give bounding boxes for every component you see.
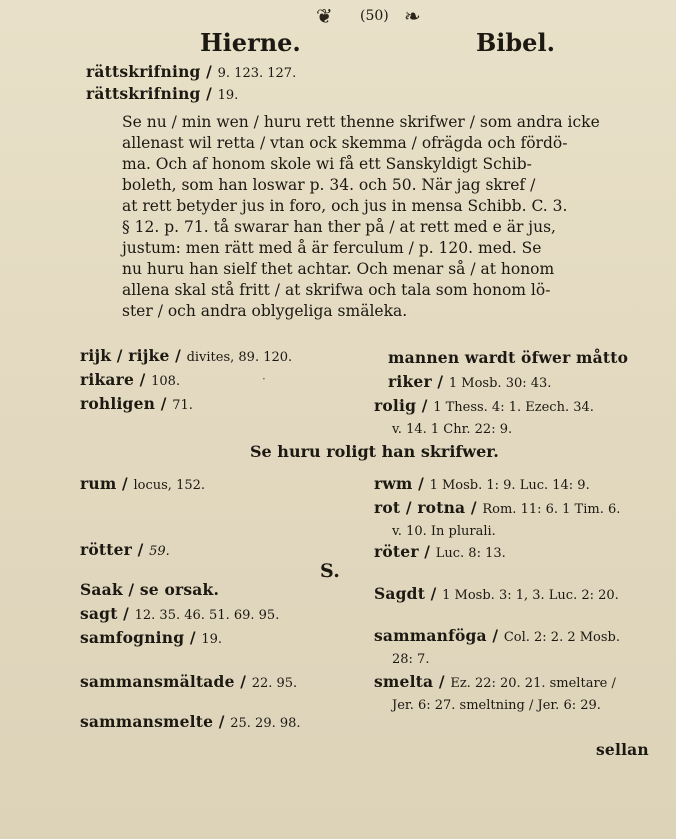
entry-right: sammanföga / Col. 2: 2. 2 Mosb. xyxy=(374,626,621,645)
ink-spot: · xyxy=(262,372,266,386)
paragraph-line: justum: men rätt med å är ferculum / p. 120. med. Se xyxy=(122,239,542,257)
entry-right: 28: 7. xyxy=(392,652,430,667)
entry-left: sagt / 12. 35. 46. 51. 69. 95. xyxy=(80,604,280,623)
paragraph-line: boleth, som han loswar p. 34. och 50. När jag skref / xyxy=(122,176,536,194)
entry-left: rikare / 108. xyxy=(80,370,181,389)
entry-right: rwm / 1 Mosb. 1: 9. Luc. 14: 9. xyxy=(374,474,590,493)
entry-right: v. 14. 1 Chr. 22: 9. xyxy=(392,422,513,437)
entry-left: rötter / 59. xyxy=(80,540,170,559)
entry-left: rijk / rijke / divites, 89. 120. xyxy=(80,346,293,365)
paragraph-line: allena skal stå fritt / at skrifwa och tala som honom lö- xyxy=(122,281,551,299)
entry-right: Sagdt / 1 Mosb. 3: 1, 3. Luc. 2: 20. xyxy=(374,584,619,603)
entry-left: Saak / se orsak. xyxy=(80,580,220,599)
paragraph-line: ster / och andra oblygeliga smäleka. xyxy=(122,302,408,320)
ornament-left: ❦ xyxy=(316,4,333,28)
paragraph-line: allenast wil retta / vtan ock skemma / ofrägda och fördö- xyxy=(122,134,568,152)
center-note: Se huru roligt han skrifwer. xyxy=(250,442,499,461)
paragraph-line: nu huru han sielf thet achtar. Och menar så / at honom xyxy=(122,260,555,278)
entry-right: smelta / Ez. 22: 20. 21. smeltare / xyxy=(374,672,616,691)
paragraph-line: § 12. p. 71. tå swarar han ther på / at rett med e är jus, xyxy=(122,218,556,236)
paragraph-line: ma. Och af honom skole wi få ett Sanskyldigt Schib- xyxy=(122,155,532,173)
header-left: Hierne. xyxy=(200,28,301,57)
paragraph-line: at rett betyder jus in foro, och jus in mensa Schibb. C. 3. xyxy=(122,197,568,215)
header-right: Bibel. xyxy=(476,28,555,57)
entry-left: sammansmältade / 22. 95. xyxy=(80,672,298,691)
entry-left: rohligen / 71. xyxy=(80,394,193,413)
entry-right: mannen wardt öfwer måtto xyxy=(388,348,629,367)
commentary-paragraph xyxy=(122,112,660,322)
entry-right: v. 10. In plurali. xyxy=(392,524,496,539)
entry-left: samfogning / 19. xyxy=(80,628,223,647)
top-line-2: rättskrifning / 19. xyxy=(86,84,239,103)
top-line-1: rättskrifning / 9. 123. 127. xyxy=(86,62,297,81)
page-number: (50) xyxy=(360,8,389,24)
entry-right: röter / Luc. 8: 13. xyxy=(374,542,506,561)
ornament-right: ❧ xyxy=(404,4,421,28)
section-letter: S. xyxy=(320,560,341,582)
entry-right: rot / rotna / Rom. 11: 6. 1 Tim. 6. xyxy=(374,498,621,517)
entry-left: rum / locus, 152. xyxy=(80,474,206,493)
paragraph-line: Se nu / min wen / huru rett thenne skrifwer / som andra icke xyxy=(122,113,600,131)
entry-right: Jer. 6: 27. smeltning / Jer. 6: 29. xyxy=(392,698,601,713)
entry-left: sammansmelte / 25. 29. 98. xyxy=(80,712,301,731)
entry-right: riker / 1 Mosb. 30: 43. xyxy=(388,372,552,391)
entry-right: rolig / 1 Thess. 4: 1. Ezech. 34. xyxy=(374,396,594,415)
catchword: sellan xyxy=(596,740,649,759)
